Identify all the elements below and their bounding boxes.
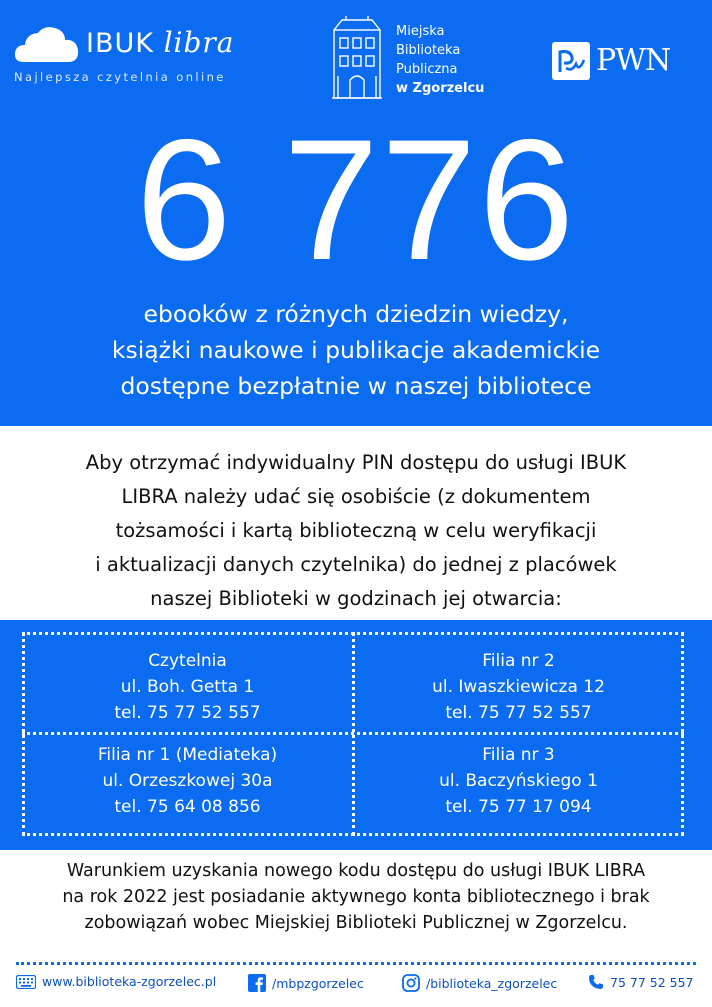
branch-filia-2: [353, 648, 684, 726]
pwn-logo: [552, 42, 680, 80]
website-link[interactable]: www.biblioteka-zgorzelec.pl: [42, 974, 217, 989]
pin-instructions: [0, 446, 712, 616]
branch-filia-1: [22, 742, 353, 820]
info-line: tożsamości i kartą biblioteczną w celu weryfikacji: [115, 519, 597, 542]
info-line: LIBRA należy udać się osobiście (z dokumentem: [121, 485, 591, 508]
cloud-icon: [14, 24, 80, 64]
pwn-emblem-icon: [552, 42, 590, 80]
library-logo: [330, 16, 530, 106]
branch-address: ul. Iwaszkiewicza 12: [432, 677, 605, 697]
footer-website[interactable]: [16, 974, 216, 989]
info-line: i aktualizacji danych czytelnika) do jednej z placówek: [95, 553, 617, 576]
facebook-link[interactable]: /mbpzgorzelec: [272, 975, 364, 991]
footer: [0, 974, 712, 998]
branch-address: ul. Orzeszkowej 30a: [102, 771, 273, 791]
footer-divider: [16, 962, 696, 965]
library-name-line1: Miejska: [396, 24, 445, 39]
conditions-line: na rok 2022 jest posiadanie aktywnego konta bibliotecznego i brak: [62, 887, 650, 907]
branches-grid: [22, 632, 684, 836]
pwn-wordmark: PWN: [596, 43, 671, 78]
branch-name: Filia nr 2: [482, 651, 555, 671]
info-line: naszej Biblioteki w godzinach jej otwarcia:: [150, 587, 562, 610]
library-name-line4: w Zgorzelcu: [396, 81, 485, 96]
branch-address: ul. Boh. Getta 1: [120, 677, 255, 697]
headline-text: [0, 296, 712, 404]
ebook-count: 6 776: [135, 104, 577, 296]
instagram-link[interactable]: /biblioteka_zgorzelec: [426, 975, 558, 991]
branch-name: Filia nr 3: [482, 745, 555, 765]
headline-line: książki naukowe i publikacje akademickie: [111, 336, 601, 364]
branch-phone: tel. 75 77 17 094: [445, 797, 592, 817]
footer-instagram[interactable]: [402, 974, 557, 992]
library-name: [396, 22, 484, 98]
phone-icon: [588, 974, 604, 990]
instagram-icon: [402, 974, 420, 992]
headline-line: dostępne bezpłatnie w naszej bibliotece: [120, 372, 592, 400]
footer-phone[interactable]: [588, 974, 694, 990]
branch-czytelnia: [22, 648, 353, 726]
branch-address: ul. Baczyńskiego 1: [439, 771, 598, 791]
ibuk-libra-logo: [14, 24, 274, 90]
access-conditions: [0, 858, 712, 936]
headline-line: ebooków z różnych dziedzin wiedzy,: [143, 300, 569, 328]
ibuk-tagline: Najlepsza czytelnia online: [14, 70, 226, 84]
info-line: Aby otrzymać indywidualny PIN dostępu do usługi IBUK: [85, 451, 627, 474]
branch-phone: tel. 75 64 08 856: [114, 797, 261, 817]
ibuk-brand: IBUK libra: [86, 26, 235, 59]
library-name-line3: Publiczna: [396, 62, 458, 77]
conditions-line: zobowiązań wobec Miejskiej Biblioteki Publicznej w Zgorzelcu.: [84, 913, 628, 933]
branch-phone: tel. 75 77 52 557: [114, 703, 261, 723]
library-building-icon: [330, 16, 384, 102]
branch-name: Filia nr 1 (Mediateka): [97, 745, 278, 765]
conditions-line: Warunkiem uzyskania nowego kodu dostępu do usługi IBUK LIBRA: [66, 861, 646, 881]
branch-name: Czytelnia: [148, 651, 227, 671]
keyboard-icon: [16, 975, 36, 989]
facebook-icon: [248, 974, 266, 992]
branch-filia-3: [353, 742, 684, 820]
phone-number[interactable]: 75 77 52 557: [610, 974, 694, 990]
library-name-line2: Biblioteka: [396, 43, 461, 58]
footer-facebook[interactable]: [248, 974, 364, 992]
branch-phone: tel. 75 77 52 557: [445, 703, 592, 723]
